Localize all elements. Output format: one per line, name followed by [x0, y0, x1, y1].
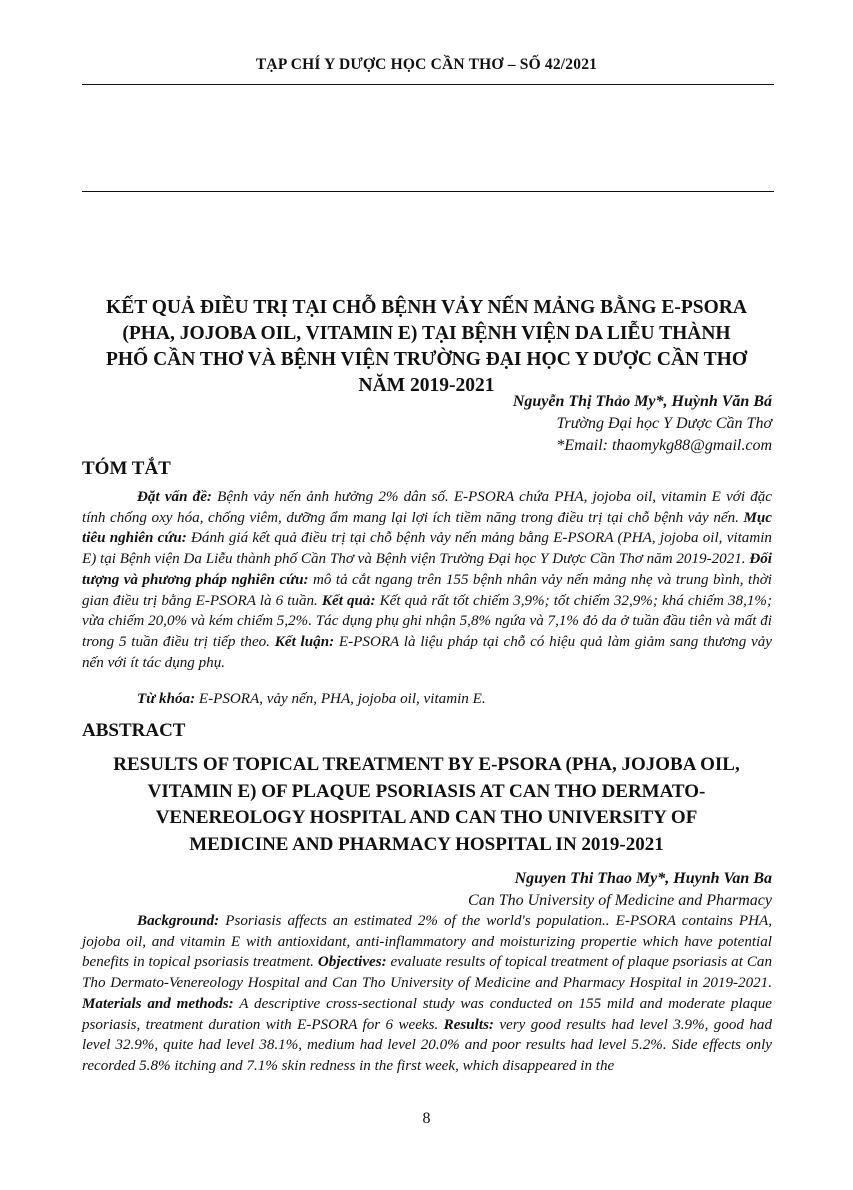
- background-label: Background:: [137, 913, 220, 929]
- results-text: Kết quả rất tốt chiếm 3,9%; tốt chiếm 32,9%; khá chiếm 38,1%; vừa chiếm 20,0% và kém chiếm 5,2%. Tác dụng phụ ghi nhận 5,8% ngứa và 7,1% đỏ da ở tuần đầu tiên và mất đi trong 5 tuần điều trị tiếp theo.: [82, 592, 772, 650]
- keywords-label: Từ khóa:: [137, 691, 196, 707]
- background-text: Bệnh vảy nến ảnh hưởng 2% dân số. E-PSORA chứa PHA, jojoba oil, vitamin E với đặc tính chống oxy hóa, chống viêm, dưỡng ẩm mang lại lợi ích tiềm năng trong điều trị tại chỗ bệnh vảy nến.: [82, 489, 772, 526]
- methods-label: Đối tượng và phương pháp nghiên cứu:: [82, 551, 772, 588]
- vietnamese-abstract-body: [82, 487, 772, 673]
- title-line: (PHA, JOJOBA OIL, VITAMIN E) TẠI BỆNH VIỆN DA LIỄU THÀNH: [122, 323, 731, 344]
- title-line: VITAMIN E) OF PLAQUE PSORIASIS AT CAN THO DERMATO-: [147, 780, 706, 802]
- vietnamese-title: [80, 295, 773, 399]
- english-abstract-heading: ABSTRACT: [82, 720, 186, 741]
- background-label: Đặt vấn đề:: [137, 489, 212, 505]
- title-line: VENEREOLOGY HOSPITAL AND CAN THO UNIVERSITY OF: [155, 807, 698, 828]
- english-title: [80, 752, 773, 858]
- vietnamese-abstract-heading: TÓM TẮT: [82, 458, 171, 479]
- methods-text: A descriptive cross-sectional study was conducted on 155 mild and moderate plaque psoriasis, treatment duration with E-PSORA for 6 weeks.: [82, 995, 772, 1033]
- title-line: RESULTS OF TOPICAL TREATMENT BY E-PSORA (PHA, JOJOBA OIL,: [113, 754, 740, 775]
- journal-header: TẠP CHÍ Y DƯỢC HỌC CẦN THƠ – SỐ 42/2021: [255, 56, 598, 73]
- results-label: Kết quả:: [321, 592, 376, 609]
- english-authors: Nguyen Thi Thao My*, Huynh Van Ba: [514, 870, 772, 887]
- conclusion-label: Kết luận:: [274, 633, 335, 650]
- objective-text: evaluate results of topical treatment of plaque psoriasis at Can Tho Dermato-Venereology Hospital and Can Tho University of Medicine and Pharmacy Hospital in 2019-2021.: [82, 954, 773, 992]
- title-line: PHỐ CẦN THƠ VÀ BỆNH VIỆN TRƯỜNG ĐẠI HỌC Y DƯỢC CẦN THƠ: [105, 349, 748, 370]
- vietnamese-authors: Nguyễn Thị Thảo My*, Huỳnh Văn Bá: [512, 393, 772, 410]
- objective-label: Objectives:: [317, 954, 387, 971]
- header-rule: [82, 84, 774, 85]
- methods-label: Materials and methods:: [82, 995, 234, 1012]
- title-line: KẾT QUẢ ĐIỀU TRỊ TẠI CHỖ BỆNH VẢY NẾN MẢNG BẰNG E-PSORA: [106, 297, 747, 318]
- author-email: *Email: thaomykg88@gmail.com: [556, 437, 772, 454]
- keywords: [137, 691, 486, 708]
- methods-text: mô tả cắt ngang trên 155 bệnh nhân vảy nến mảng nhẹ và trung bình, thời gian điều trị bằng E-PSORA là 6 tuần.: [82, 571, 772, 609]
- english-affiliation: Can Tho University of Medicine and Pharmacy: [468, 892, 772, 909]
- page-number: 8: [422, 1110, 431, 1127]
- results-label: Results:: [443, 1016, 494, 1033]
- header-rule-lower: [82, 191, 774, 192]
- objective-text: Đánh giá kết quả điều trị tại chỗ bệnh vảy nến mảng bằng E-PSORA (PHA, jojoba oil, vitamin E) tại Bệnh viện Da Liễu thành phố Cần Thơ và Bệnh viện Trường Đại học Y Dược Cần Thơ năm 2019-2021.: [82, 530, 772, 568]
- english-abstract-body: [82, 911, 772, 1077]
- keywords-text: E-PSORA, vảy nến, PHA, jojoba oil, vitamin E.: [195, 691, 486, 707]
- title-line: MEDICINE AND PHARMACY HOSPITAL IN 2019-2021: [189, 833, 664, 855]
- background-text: Psoriasis affects an estimated 2% of the world's population.. E-PSORA contains PHA, jojoba oil, and vitamin E with antioxidant, anti-inflammatory and moisturizing propertie which have potential benefits in topical psoriasis treatment.: [82, 913, 772, 971]
- title-line: NĂM 2019-2021: [358, 375, 495, 396]
- objective-label: Mục tiêu nghiên cứu:: [82, 509, 772, 547]
- results-text: very good results had level 3.9%, good had level 32.9%, quite had level 38.1%, medium had level 20.0% and poor results had level 5.2%. Side effects only recorded 5.8% itching and 7.1% skin redness in the first week, which disappeared in the: [82, 1016, 772, 1074]
- vietnamese-affiliation: Trường Đại học Y Dược Cần Thơ: [556, 415, 772, 432]
- conclusion-text: E-PSORA là liệu pháp tại chỗ có hiệu quả làm giảm sang thương vảy nến với ít tác dụng phụ.: [82, 633, 773, 671]
